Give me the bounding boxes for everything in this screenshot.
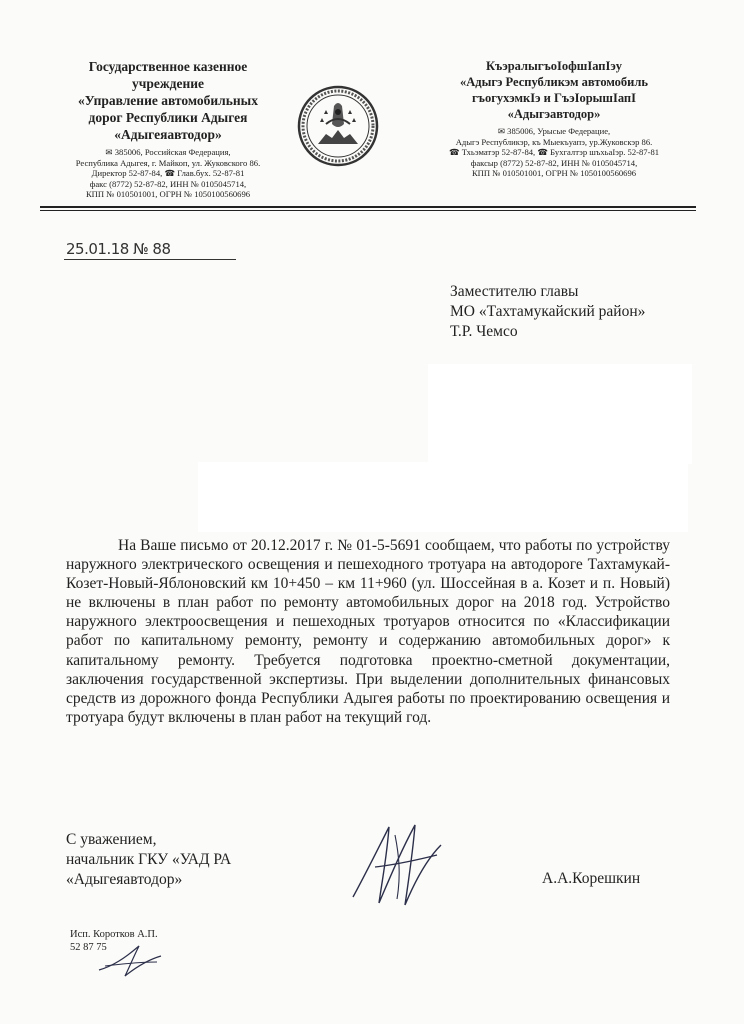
redacted-area: [198, 462, 688, 532]
org-address-adyghe: ✉ 385006, Урысые Федерацие, Адыгэ Республикэр, къ Мыекъуапэ, ур.Жуковскэр 86. ☎ Тхьэматэр 52-87-84, ☎ Бухгалтэр шъхьаIэр. 52-87-81 факсыр (8772) 52-87-82, ИНН № 0105045714, КПП № 010501001, ОГРН № 1050100560696: [448, 126, 660, 179]
org-address-russian: ✉ 385006, Российская Федерация, Республика Адыгея, г. Майкоп, ул. Жуковского 86. Директор 52-87-84, ☎ Глав.бух. 52-87-81 факс (8772) 52-87-82, ИНН № 0105045714, КПП № 010501001, ОГРН № 1050100560696: [75, 147, 261, 200]
handwritten-signature: [345, 815, 455, 910]
redacted-area: [428, 364, 692, 464]
header-divider-thick: [40, 206, 696, 208]
header-right-organization: [418, 58, 690, 179]
closing-block: С уважением, начальник ГКУ «УАД РА «Адыгеяавтодор»: [66, 831, 232, 888]
coat-of-arms-emblem-icon: [296, 84, 380, 168]
executor-initials-signature: [95, 940, 165, 980]
org-name-adyghe: КъэралыгъоIофшIапIэу «Адыгэ Республикэм автомобиль гъогухэмкIэ и ГъэIорышIапI «Адыгэавтодор»: [459, 59, 649, 121]
letter-body: На Ваше письмо от 20.12.2017 г. № 01-5-5691 сообщаем, что работы по устройству наружного электрического освещения и пешеходного тротуара на автодороге Тахтамукай-Козет-Новый-Яблоновский км 10+450 – км 11+960 (ул. Шоссейная в а. Козет и п. Новый) не включены в план работ по ремонту автомобильных дорог на 2018 год. Устройство наружного электроосвещения и пешеходных тротуаров относится по «Классификации работ по капитальному ремонту, ремонту и содержанию автомобильных дорог» к капитальному ремонту. Требуется подготовка проектно-сметной документации, заключения государственной экспертизы. При выделении дополнительных финансовых средств из дорожного фонда Республики Адыгея работы по проектированию освещения и тротуара будут включены в план работ на текущий год.: [66, 537, 670, 726]
header-left-organization: [48, 58, 288, 200]
header-divider-thin: [40, 210, 696, 211]
org-name-russian: Государственное казенное учреждение «Управление автомобильных дорог Республики Адыгея «Адыгеяавтодор»: [78, 59, 258, 142]
registration-number: 25.01.18 № 88: [66, 240, 171, 258]
executor-info: Исп. Коротков А.П. 52 87 75: [70, 929, 158, 953]
addressee-block: Заместителю главы МО «Тахтамукайский район» Т.Р. Чемсо: [450, 283, 646, 340]
registration-underline: [64, 259, 236, 260]
signer-name: А.А.Корешкин: [542, 870, 641, 887]
